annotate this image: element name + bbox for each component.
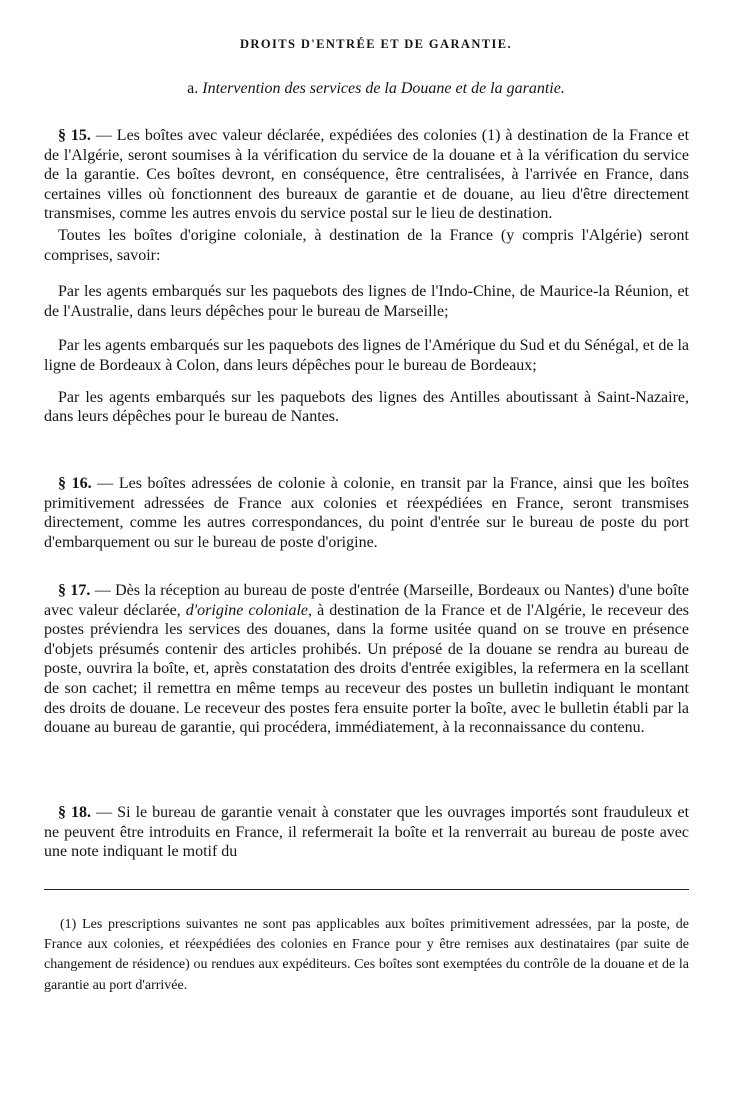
- paragraph-15-toutes: Toutes les boîtes d'origine coloniale, à destination de la France (y compris l'Algérie) seront comprises, savoir:: [44, 226, 689, 264]
- paragraph-15-bordeaux: Par les agents embarqués sur les paquebots des lignes de l'Amérique du Sud et du Sénégal, et de la ligne de Bordeaux à Colon, dans leurs dépêches pour le bureau de Bordeaux;: [44, 337, 689, 374]
- section-label: § 17.: [58, 582, 91, 599]
- footnote: [44, 915, 689, 996]
- paragraph-16: § 16. — Les boîtes adressées de colonie à colonie, en transit par la France, ainsi que les boîtes primitivement adressées de France aux colonies et réexpédiées en France, seront transmises directement, comme les autres correspondances, du point d'entrée sur le bureau de poste du port d'embarquement ou sur le bureau de poste d'origine.: [44, 475, 689, 551]
- section-label: § 16.: [58, 475, 92, 492]
- footnote-text: (1) Les prescriptions suivantes ne sont pas applicables aux boîtes primitivement adressées, par la poste, de France aux colonies, et réexpédiées des colonies en France pour y être remises aux destinataires (par suite de changement de résidence) ou rendues aux expéditeurs. Ces boîtes sont exemptées du contrôle de la douane et de la garantie au port d'arrivée.: [44, 917, 689, 993]
- paragraph-15-intro: § 15. — Les boîtes avec valeur déclarée, expédiées des colonies (1) à destination de la France et de l'Algérie, seront soumises à la vérification du service de la douane et à la vérification du service de la garantie. Ces boîtes devront, en conséquence, être centralisées, à l'arrivée en France, dans certaines villes où fonctionnent des bureaux de garantie et de douane, au lieu d'être directement transmises, comme les autres envois du service postal sur le lieu de destination.: [44, 127, 690, 223]
- section-subtitle: [0, 80, 752, 98]
- section-17: [44, 581, 689, 738]
- subtitle-text: Intervention des services de la Douane et de la garantie.: [202, 80, 565, 97]
- section-16: [44, 474, 689, 552]
- section-18: [44, 803, 689, 862]
- paragraph-15-nantes: Par les agents embarqués sur les paquebots des lignes des Antilles aboutissant à Saint-Nazaire, dans leurs dépêches pour le bureau de Nantes.: [44, 388, 689, 426]
- section-label: § 15.: [58, 127, 91, 144]
- italic-origin: d'origine coloniale,: [185, 601, 312, 619]
- paragraph-17: § 17. — Dès la réception au bureau de poste d'entrée (Marseille, Bordeaux ou Nantes) d'une boîte avec valeur déclarée, d'origine coloniale, à destination de la France et de l'Algérie, le receveur des postes préviendra les services des douanes, dans la forme usitée quand on se trouve en présence d'objets présumés contenir des articles prohibés. Un préposé de la douane se rendra au bureau de poste, ouvrira la boîte, et, après constatation des droits d'entrée exigibles, la refermera en la scellant de son cachet; il remettra en même temps au receveur des postes un bulletin indiquant le montant des droits de douane. Le receveur des postes fera ensuite porter la boîte, avec le bulletin établi par la douane au bureau de garantie, qui procédera, immédiatement, à la reconnaissance du contenu.: [44, 582, 690, 737]
- subtitle-prefix: a.: [187, 80, 199, 97]
- footnote-divider: [44, 889, 689, 890]
- paragraph-15-marseille: Par les agents embarqués sur les paquebots des lignes de l'Indo-Chine, de Maurice-la Réunion, et de l'Australie, dans leurs dépêches pour le bureau de Marseille;: [44, 283, 689, 320]
- section-15: [44, 126, 689, 427]
- paragraph-18: § 18. — Si le bureau de garantie venait à constater que les ouvrages importés sont frauduleux et ne peuvent être introduits en France, il refermerait la boîte et la renverrait au bureau de poste avec une note indiquant le motif du: [44, 804, 690, 861]
- section-label: § 18.: [58, 804, 92, 821]
- running-header: DROITS D'ENTRÉE ET DE GARANTIE.: [239, 37, 513, 51]
